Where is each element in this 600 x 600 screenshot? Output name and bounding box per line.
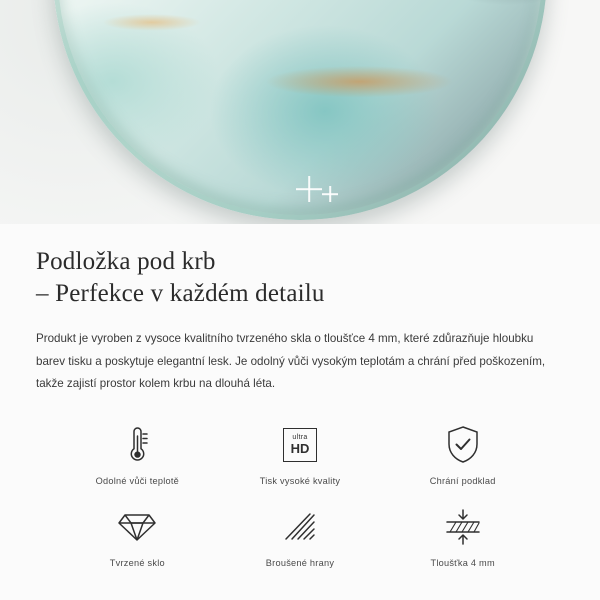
feature-label: Broušené hrany (265, 557, 335, 568)
feature-item-thickness (381, 504, 544, 568)
feature-item-print-quality (219, 422, 382, 486)
thermometer-icon (120, 422, 154, 468)
feature-label: Odolné vůči teplotě (95, 475, 180, 486)
feature-label: Tvrzené sklo (109, 557, 165, 568)
feature-item-polished-edges (219, 504, 382, 568)
headline-line-1: Podložka pod krb (36, 248, 216, 275)
feature-label: Tisk vysoké kvality (259, 475, 341, 486)
feature-item-temperature (56, 422, 219, 486)
description-paragraph: Produkt je vyroben z vysoce kvalitního tvrzeného skla o tloušťce 4 mm, které zdůrazňuje hloubku barev tisku a poskytuje elegantní lesk. Je odolný vůči vysokým teplotám a chrání před poškozením, takže zajistí prostor kolem krbu na dlouhá léta. (36, 332, 546, 391)
polished-edges-icon (280, 504, 320, 550)
feature-item-surface-protection (381, 422, 544, 486)
hero-image (0, 0, 600, 224)
shield-check-icon (445, 422, 481, 468)
feature-grid (36, 422, 564, 568)
thickness-icon (441, 504, 485, 550)
feature-label: Tloušťka 4 mm (430, 557, 495, 568)
headline-line-2: – Perfekce v každém detailu (36, 280, 325, 307)
ultra-hd-icon (283, 422, 317, 468)
ultra-hd-badge-top: ultra (292, 434, 308, 442)
content-section (0, 224, 600, 568)
page-title (36, 246, 564, 310)
diamond-icon (117, 504, 157, 550)
feature-label: Chrání podklad (429, 475, 496, 486)
ultra-hd-badge-bottom: HD (290, 441, 310, 457)
feature-item-tempered-glass (56, 504, 219, 568)
